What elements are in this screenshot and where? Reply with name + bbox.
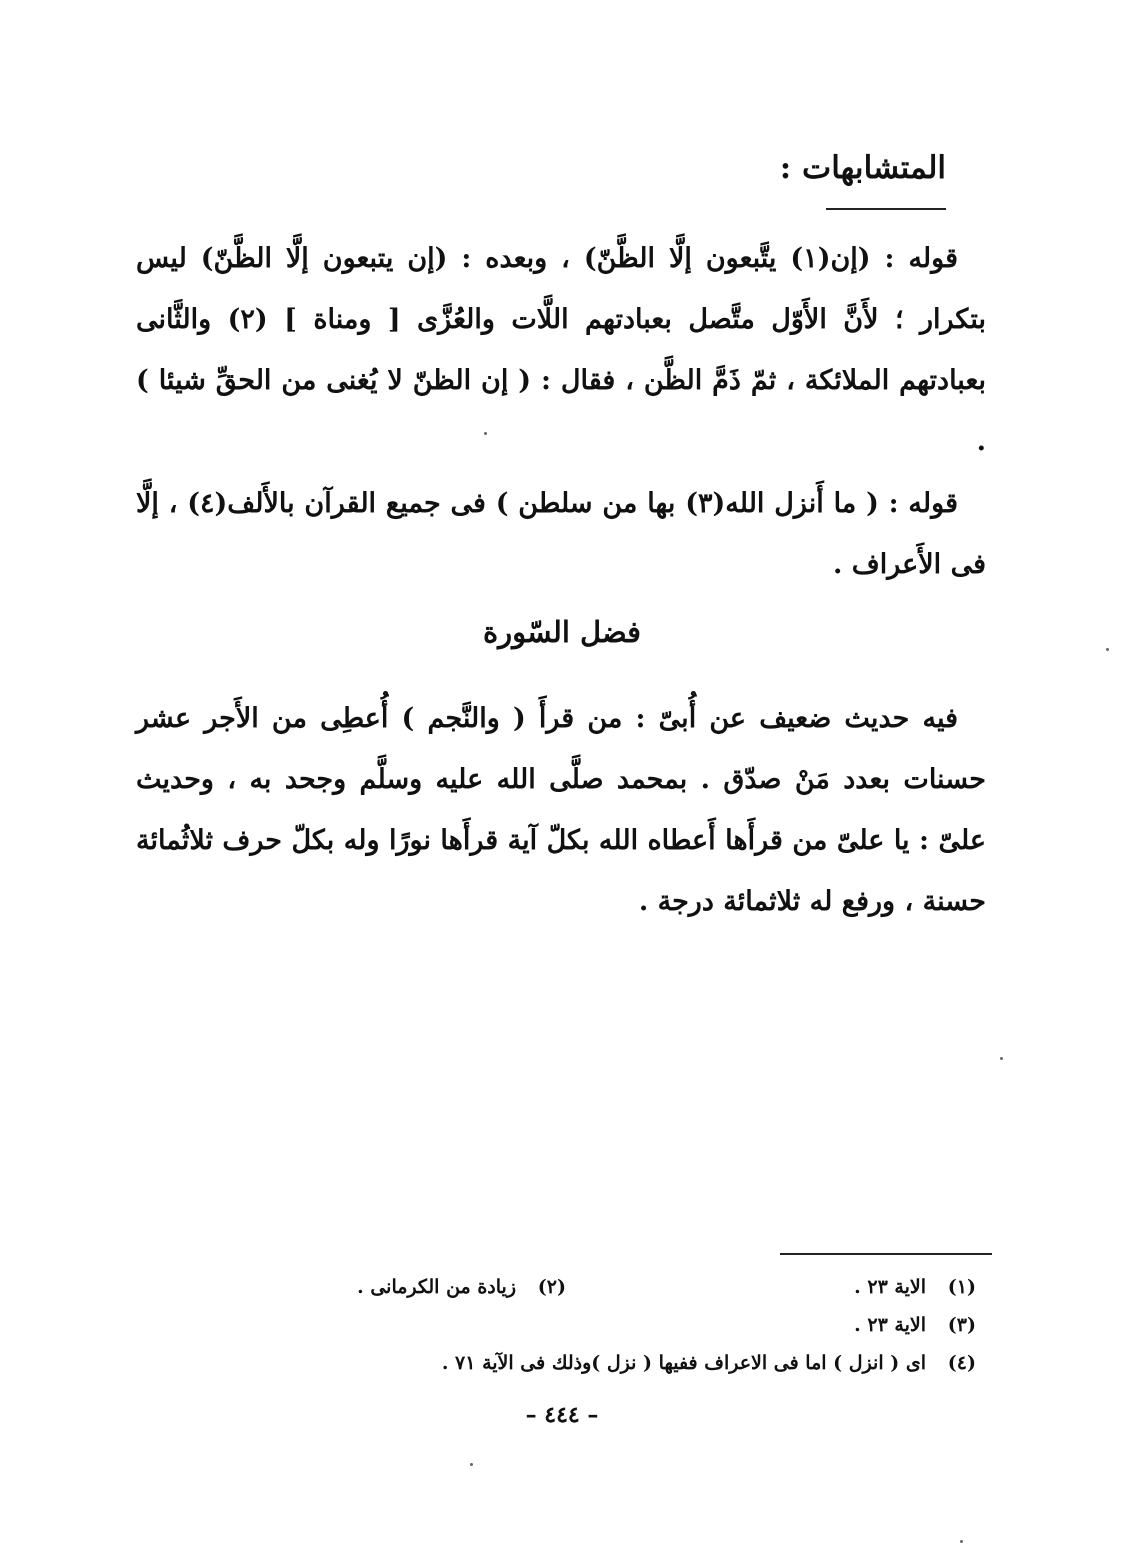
- footnote-number: (٣): [947, 1314, 976, 1336]
- heading-underline: [826, 208, 946, 210]
- footnote-number: (٢): [537, 1276, 566, 1298]
- scan-speck: [1106, 648, 1109, 651]
- paragraph-3: [136, 688, 986, 932]
- footnote-item: [156, 1268, 566, 1306]
- scan-speck: [960, 1540, 963, 1543]
- page-number: – ٤٤٤ –: [525, 1402, 599, 1428]
- scan-speck: [484, 432, 487, 435]
- subheading: فضل السّورة: [482, 615, 641, 649]
- paragraph-3-text: فيه حديث ضعيف عن أُبىّ : من قرأَ ( والنَّجم ) أُعطِى من الأَجر عشر حسنات بعدد مَنْ صدّق . بمحمد صلَّى الله عليه وسلَّم وجحد به ، وحديث علىّ : يا علىّ من قرأَها أَعطاه الله بكلّ آية قرأَها نورًا وله بكلّ حرف ثلاثُمائة حسنة ، ورفع له ثلاثمائة درجة .: [136, 703, 986, 917]
- footnote-text: الاية ٢٣ .: [854, 1276, 926, 1298]
- paragraph-1: [136, 228, 986, 472]
- footnotes-list: [156, 1268, 976, 1382]
- scan-speck: [470, 1463, 473, 1466]
- paragraph-2: [136, 473, 986, 595]
- footnote-row: [156, 1268, 976, 1306]
- footnote-item: [176, 1344, 976, 1382]
- footnote-item: [566, 1268, 976, 1306]
- footnote-item: [566, 1306, 976, 1344]
- footnote-separator: [780, 1253, 992, 1255]
- footnote-text: الاية ٢٣ .: [854, 1314, 926, 1336]
- paragraph-2-text: قوله : ( ما أَنزل الله(٣) بها من سلطن ) فى جميع القرآن بالأَلف(٤) ، إلَّا فى الأَعراف .: [136, 488, 986, 580]
- paragraph-1-text: قوله : (إن(١) يتَّبعون إلَّا الظَّنّ) ، وبعده : (إن يتبعون إلَّا الظَّنّ) ليس بتكرار ؛ لأَنَّ الأَوّل متَّصل بعبادتهم اللَّات والعُزَّى [ ومناة ] (٢) والثَّانى بعبادتهم الملائكة ، ثمّ ذَمَّ الظَّن ، فقال : ( إن الظنّ لا يُغنى من الحقِّ شيئا ) .: [136, 243, 986, 457]
- footnote-row: [156, 1344, 976, 1382]
- scan-speck: [1000, 1057, 1003, 1060]
- footnote-row: [156, 1306, 976, 1344]
- footnote-text: زيادة من الكرمانى .: [357, 1276, 516, 1298]
- footnote-text: اى ( انزل ) اما فى الاعراف ففيها ( نزل )وذلك فى الآية ٧١ .: [441, 1352, 926, 1374]
- footnote-number: (٤): [947, 1352, 976, 1374]
- section-heading: المتشابهات :: [779, 150, 946, 186]
- footnote-number: (١): [947, 1276, 976, 1298]
